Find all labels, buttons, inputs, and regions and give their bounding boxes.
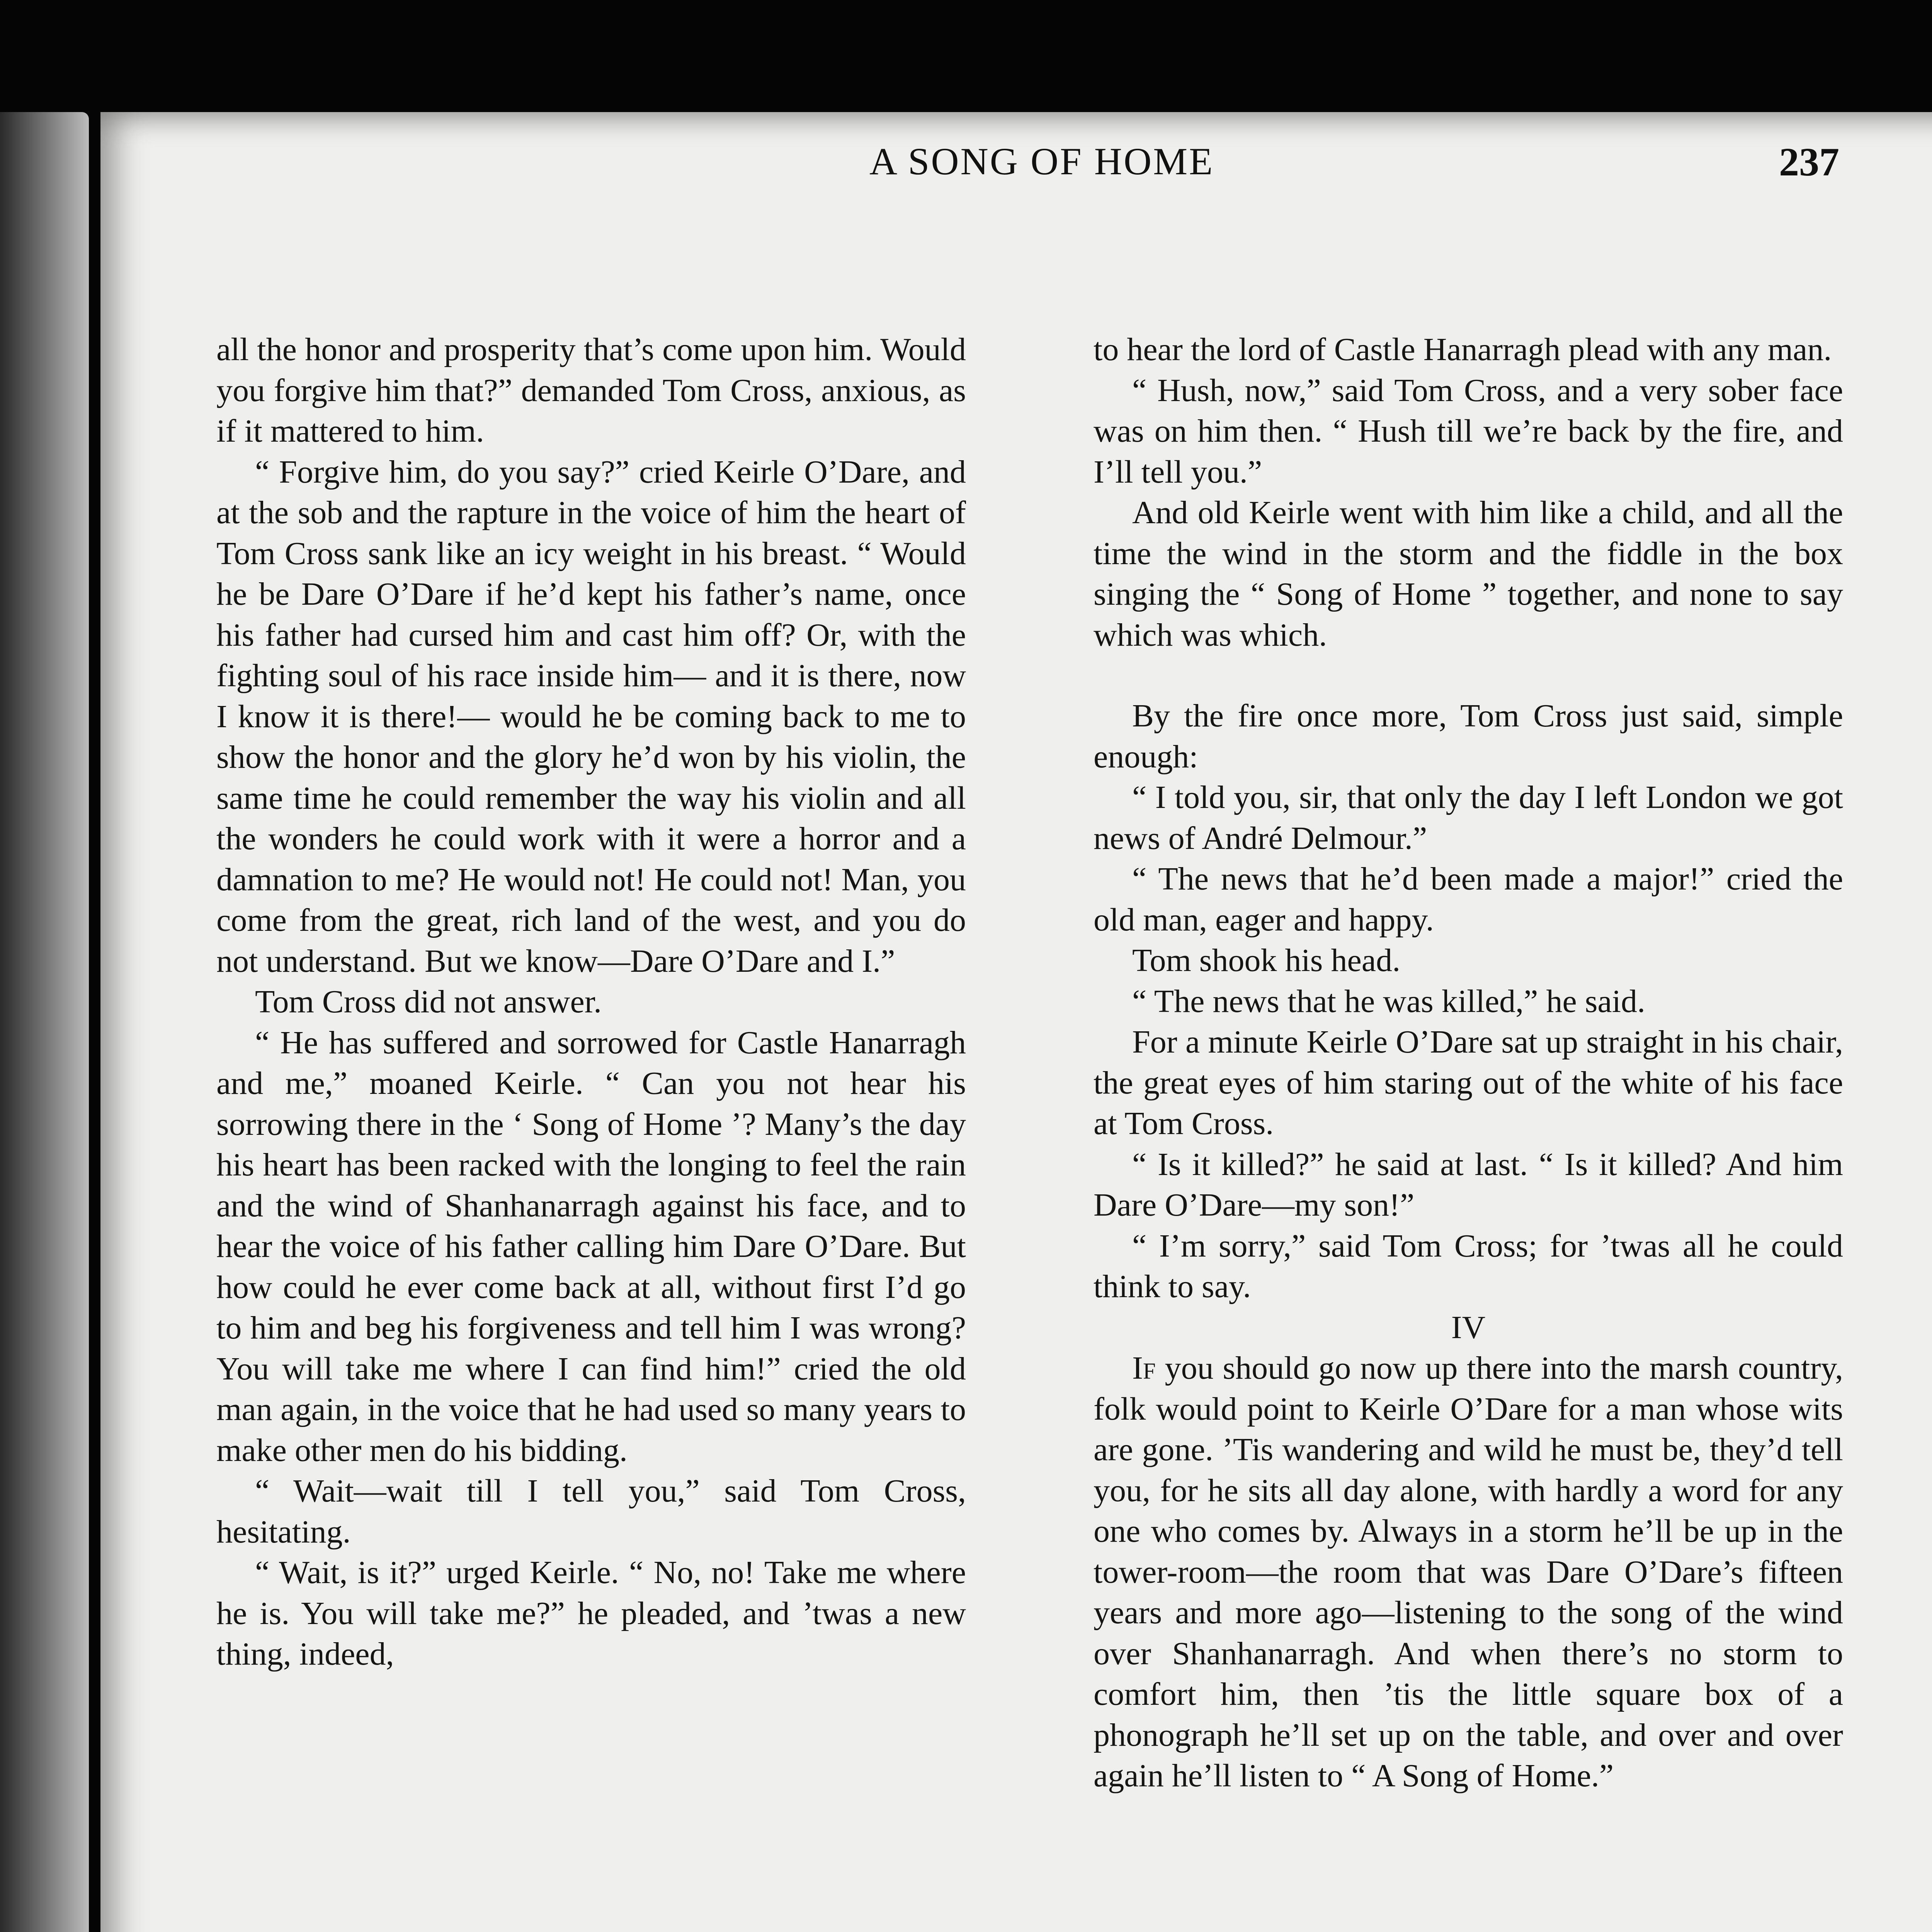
- section-paragraph-text: you should go now up there into the marsh country, folk would point to Keirle O’Dare for a man whose wits are gone. ’Tis wandering and wild he must be, they’d tell you, for he sits all day alone, with hardly a word for any one who comes by. Always in a storm he’ll be up in the tower-room—the room that was Dare O’Dare’s fifteen years and more ago—listening to the song of the wind over Shanhanarragh. And when there’s no storm to comfort him, then ’tis the little square box of a phonograph he’ll set up on the table, and over and over again he’ll listen to “ A Song of Home.”: [1094, 1350, 1843, 1794]
- page-header: [773, 139, 1855, 201]
- paragraph: all the honor and prosperity that’s come upon him. Would you forgive him that?” demanded Tom Cross, anxious, as if it mattered to him.: [216, 332, 966, 449]
- paragraph: By the fire once more, Tom Cross just said, simple enough:: [1094, 698, 1843, 775]
- paragraph: “ He has suffered and sorrowed for Castle Hanarragh and me,” moaned Keirle. “ Can you not hear his sorrowing there in the ‘ Song of Home ’? Many’s the day his heart has been racked with the longing to feel the rain and the wind of Shanhanarragh against his face, and to hear the voice of his father calling him Dare O’Dare. But how could he ever come back at all, without first I’d go to him and beg his forgiveness and tell him I was wrong? You will take me where I can find him!” cried the old man again, in the voice that he had used so many years to make other men do his bidding.: [216, 1024, 966, 1468]
- paragraph: “ Forgive him, do you say?” cried Keirle O’Dare, and at the sob and the rapture in the voice of him the heart of Tom Cross sank like an icy weight in his breast. “ Would he be Dare O’Dare if he’d kept his father’s name, once his father had cursed him and cast him off? Or, with the fighting soul of his race inside him— and it is there, now I know it is there!— would he be coming back to me to show the honor and the glory he’d won by his violin, the same time he could remember the way his violin and all the wonders he could work with it were a horror and a damnation to me? He would not! He could not! Man, you come from the great, rich land of the west, and you do not understand. But we know—Dare O’Dare and I.”: [216, 454, 966, 979]
- running-title: A SONG OF HOME: [869, 140, 1214, 183]
- paragraph: Tom Cross did not answer.: [255, 984, 602, 1020]
- section-number: IV: [1451, 1309, 1486, 1345]
- paragraph: “ I’m sorry,” said Tom Cross; for ’twas all he could think to say.: [1094, 1228, 1843, 1304]
- paragraph: “ Hush, now,” said Tom Cross, and a very sober face was on him then. “ Hush till we’re back by the fire, and I’ll tell you.”: [1094, 372, 1843, 490]
- facing-page-edge: [0, 112, 89, 1932]
- paragraph: “ The news that he’d been made a major!” cried the old man, eager and happy.: [1094, 861, 1843, 938]
- paragraph: “ Is it killed?” he said at last. “ Is it killed? And him Dare O’Dare—my son!”: [1094, 1146, 1843, 1223]
- paragraph: Tom shook his head.: [1132, 942, 1401, 978]
- paragraph: “ I told you, sir, that only the day I left London we got news of André Delmour.”: [1094, 779, 1843, 856]
- paragraph: And old Keirle went with him like a child, and all the time the wind in the storm and the fiddle in the box singing the “ Song of Home ” together, and none to say which was which.: [1094, 495, 1843, 653]
- paragraph: For a minute Keirle O’Dare sat up straight in his chair, the great eyes of him staring out of the white of his face at Tom Cross.: [1094, 1024, 1843, 1141]
- paragraph: to hear the lord of Castle Hanarragh plead with any man.: [1094, 332, 1832, 367]
- page-number: 237: [1779, 140, 1839, 184]
- section-first-word: If: [1132, 1350, 1156, 1386]
- paragraph: “ The news that he was killed,” he said.: [1132, 983, 1646, 1019]
- paragraph: “ Wait, is it?” urged Keirle. “ No, no! Take me where he is. You will take me?” he pleaded, and ’twas a new thing, indeed,: [216, 1554, 966, 1672]
- right-text-column: [1094, 329, 1843, 1796]
- paragraph: “ Wait—wait till I tell you,” said Tom Cross, hesitating.: [216, 1473, 966, 1550]
- section-paragraph: [1094, 1348, 1843, 1796]
- left-text-column: [216, 329, 966, 1675]
